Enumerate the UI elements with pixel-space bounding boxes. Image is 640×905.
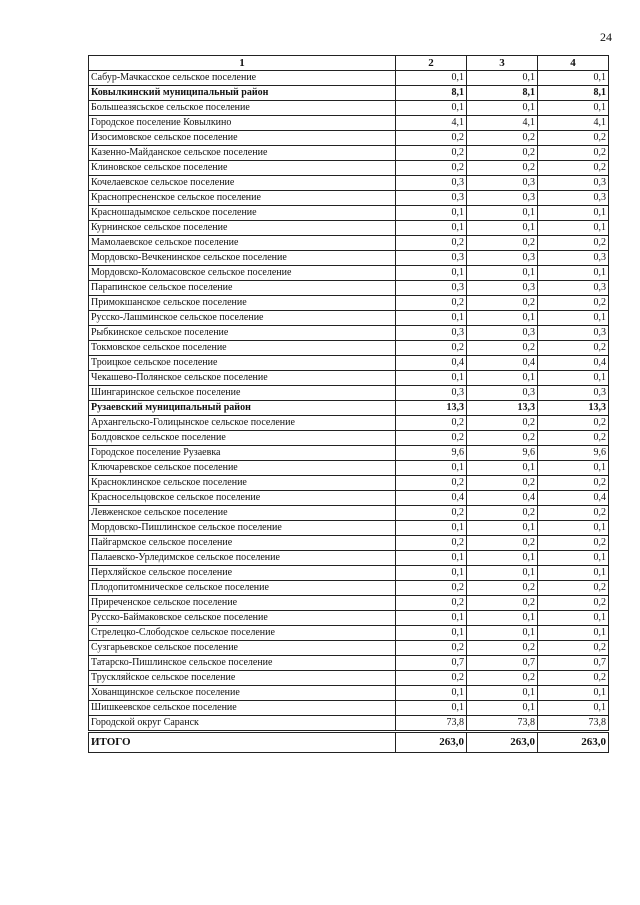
- table-row: [89, 596, 609, 611]
- settlement-name-cell: Рузаевский муниципальный район: [89, 401, 396, 416]
- table-row: [89, 521, 609, 536]
- table-row: [89, 131, 609, 146]
- value-cell: 0,1: [467, 461, 538, 476]
- table-row: [89, 296, 609, 311]
- value-cell: 0,2: [467, 416, 538, 431]
- total-value-cell: 263,0: [538, 732, 609, 753]
- table-row: [89, 476, 609, 491]
- value-cell: 0,2: [396, 476, 467, 491]
- value-cell: 0,1: [538, 221, 609, 236]
- value-cell: 0,4: [538, 356, 609, 371]
- value-cell: 0,2: [396, 581, 467, 596]
- value-cell: 0,1: [538, 521, 609, 536]
- value-cell: 0,3: [467, 176, 538, 191]
- table-row: [89, 146, 609, 161]
- settlement-name-cell: Изосимовское сельское поселение: [89, 131, 396, 146]
- value-cell: 0,3: [538, 386, 609, 401]
- value-cell: 0,2: [538, 581, 609, 596]
- total-label-cell: ИТОГО: [89, 732, 396, 753]
- table-row: [89, 431, 609, 446]
- value-cell: 0,2: [467, 296, 538, 311]
- value-cell: 0,2: [467, 476, 538, 491]
- value-cell: 0,1: [396, 551, 467, 566]
- value-cell: 0,2: [467, 641, 538, 656]
- table-row: [89, 311, 609, 326]
- column-header: 4: [538, 56, 609, 71]
- value-cell: 0,1: [396, 206, 467, 221]
- value-cell: 0,2: [396, 296, 467, 311]
- value-cell: 0,2: [467, 596, 538, 611]
- settlement-name-cell: Архангельско-Голицынское сельское поселение: [89, 416, 396, 431]
- value-cell: 73,8: [467, 716, 538, 732]
- table-row: [89, 611, 609, 626]
- settlement-name-cell: Городское поселение Рузаевка: [89, 446, 396, 461]
- value-cell: 0,2: [538, 596, 609, 611]
- value-cell: 0,4: [396, 491, 467, 506]
- table-row: [89, 641, 609, 656]
- value-cell: 0,1: [396, 311, 467, 326]
- column-header: 3: [467, 56, 538, 71]
- value-cell: 0,4: [467, 356, 538, 371]
- table-row: [89, 191, 609, 206]
- table-row: [89, 101, 609, 116]
- table-row: [89, 656, 609, 671]
- value-cell: 0,1: [538, 206, 609, 221]
- settlement-name-cell: Городское поселение Ковылкино: [89, 116, 396, 131]
- table-row: [89, 461, 609, 476]
- table-row: [89, 416, 609, 431]
- table-row: [89, 371, 609, 386]
- value-cell: 0,1: [396, 566, 467, 581]
- settlement-name-cell: Татарско-Пишлинское сельское поселение: [89, 656, 396, 671]
- column-header: 1: [89, 56, 396, 71]
- value-cell: 0,1: [467, 686, 538, 701]
- value-cell: 0,2: [396, 431, 467, 446]
- settlement-name-cell: Городской округ Саранск: [89, 716, 396, 732]
- total-value-cell: 263,0: [396, 732, 467, 753]
- value-cell: 0,1: [396, 71, 467, 86]
- value-cell: 73,8: [396, 716, 467, 732]
- table-row: [89, 671, 609, 686]
- allocation-table: [88, 55, 609, 753]
- settlement-name-cell: Русско-Баймаковское сельское поселение: [89, 611, 396, 626]
- table-row: [89, 356, 609, 371]
- settlement-name-cell: Троицкое сельское поселение: [89, 356, 396, 371]
- settlement-name-cell: Парапинское сельское поселение: [89, 281, 396, 296]
- settlement-name-cell: Палаевско-Урледимское сельское поселение: [89, 551, 396, 566]
- table-row: [89, 221, 609, 236]
- value-cell: 0,2: [396, 146, 467, 161]
- value-cell: 0,2: [538, 476, 609, 491]
- table-row: [89, 386, 609, 401]
- value-cell: 0,7: [538, 656, 609, 671]
- column-header: 2: [396, 56, 467, 71]
- settlement-name-cell: Мордовско-Пишлинское сельское поселение: [89, 521, 396, 536]
- table-row: [89, 86, 609, 101]
- value-cell: 0,2: [467, 581, 538, 596]
- value-cell: 73,8: [538, 716, 609, 732]
- settlement-name-cell: Красносельцовское сельское поселение: [89, 491, 396, 506]
- value-cell: 0,1: [467, 371, 538, 386]
- value-cell: 0,1: [396, 521, 467, 536]
- value-cell: 8,1: [396, 86, 467, 101]
- value-cell: 0,2: [396, 596, 467, 611]
- value-cell: 4,1: [396, 116, 467, 131]
- value-cell: 0,2: [467, 536, 538, 551]
- settlement-name-cell: Шингаринское сельское поселение: [89, 386, 396, 401]
- settlement-name-cell: Чекашево-Полянское сельское поселение: [89, 371, 396, 386]
- value-cell: 0,1: [538, 371, 609, 386]
- value-cell: 0,1: [467, 101, 538, 116]
- settlement-name-cell: Большеазясьское сельское поселение: [89, 101, 396, 116]
- table-row: [89, 341, 609, 356]
- value-cell: 0,1: [467, 551, 538, 566]
- value-cell: 0,1: [467, 266, 538, 281]
- value-cell: 0,3: [467, 191, 538, 206]
- value-cell: 0,2: [538, 341, 609, 356]
- value-cell: 0,4: [396, 356, 467, 371]
- value-cell: 13,3: [396, 401, 467, 416]
- settlement-name-cell: Трускляйское сельское поселение: [89, 671, 396, 686]
- value-cell: 0,2: [467, 161, 538, 176]
- value-cell: 0,1: [396, 611, 467, 626]
- value-cell: 0,1: [538, 461, 609, 476]
- value-cell: 0,2: [538, 296, 609, 311]
- value-cell: 0,2: [396, 131, 467, 146]
- value-cell: 0,1: [467, 611, 538, 626]
- value-cell: 9,6: [538, 446, 609, 461]
- table-row: [89, 536, 609, 551]
- table-row: [89, 551, 609, 566]
- settlement-name-cell: Левженское сельское поселение: [89, 506, 396, 521]
- value-cell: 0,3: [396, 386, 467, 401]
- table-row: [89, 626, 609, 641]
- value-cell: 0,7: [396, 656, 467, 671]
- table-row: [89, 326, 609, 341]
- value-cell: 0,2: [538, 161, 609, 176]
- page-number: 24: [600, 30, 612, 44]
- value-cell: 0,2: [538, 671, 609, 686]
- value-cell: 0,4: [538, 491, 609, 506]
- settlement-name-cell: Шишкеевское сельское поселение: [89, 701, 396, 716]
- value-cell: 0,2: [467, 671, 538, 686]
- settlement-name-cell: Казенно-Майданское сельское поселение: [89, 146, 396, 161]
- value-cell: 0,1: [467, 221, 538, 236]
- settlement-name-cell: Мордовско-Вечкенинское сельское поселение: [89, 251, 396, 266]
- value-cell: 0,1: [538, 101, 609, 116]
- value-cell: 0,2: [467, 131, 538, 146]
- value-cell: 0,1: [396, 221, 467, 236]
- table-body: [89, 71, 609, 753]
- settlement-name-cell: Хованщинское сельское поселение: [89, 686, 396, 701]
- value-cell: 0,7: [467, 656, 538, 671]
- value-cell: 4,1: [538, 116, 609, 131]
- value-cell: 0,1: [467, 626, 538, 641]
- table-row: [89, 401, 609, 416]
- settlement-name-cell: Примокшанское сельское поселение: [89, 296, 396, 311]
- value-cell: 8,1: [538, 86, 609, 101]
- table-row: [89, 701, 609, 716]
- value-cell: 0,2: [396, 416, 467, 431]
- table-row: [89, 161, 609, 176]
- table-row: [89, 71, 609, 86]
- table-row: [89, 581, 609, 596]
- settlement-name-cell: Пайгармское сельское поселение: [89, 536, 396, 551]
- value-cell: 0,3: [396, 251, 467, 266]
- value-cell: 0,2: [396, 641, 467, 656]
- value-cell: 0,1: [396, 101, 467, 116]
- settlement-name-cell: Токмовское сельское поселение: [89, 341, 396, 356]
- value-cell: 0,2: [467, 506, 538, 521]
- value-cell: 0,2: [396, 506, 467, 521]
- settlement-name-cell: Плодопитомническое сельское поселение: [89, 581, 396, 596]
- table-row: [89, 251, 609, 266]
- value-cell: 0,3: [538, 281, 609, 296]
- settlement-name-cell: Перхляйское сельское поселение: [89, 566, 396, 581]
- value-cell: 0,3: [467, 281, 538, 296]
- value-cell: 0,2: [538, 131, 609, 146]
- value-cell: 0,1: [538, 566, 609, 581]
- value-cell: 9,6: [467, 446, 538, 461]
- value-cell: 0,1: [538, 551, 609, 566]
- value-cell: 0,2: [467, 431, 538, 446]
- value-cell: 0,2: [396, 671, 467, 686]
- value-cell: 0,1: [538, 71, 609, 86]
- value-cell: 0,3: [467, 251, 538, 266]
- table-row: [89, 491, 609, 506]
- value-cell: 0,1: [396, 266, 467, 281]
- value-cell: 0,1: [467, 311, 538, 326]
- value-cell: 0,2: [538, 506, 609, 521]
- settlement-name-cell: Ключаревское сельское поселение: [89, 461, 396, 476]
- table-row: [89, 116, 609, 131]
- value-cell: 0,2: [396, 536, 467, 551]
- value-cell: 0,2: [538, 641, 609, 656]
- value-cell: 0,3: [467, 386, 538, 401]
- settlement-name-cell: Болдовское сельское поселение: [89, 431, 396, 446]
- value-cell: 0,1: [467, 206, 538, 221]
- settlement-name-cell: Кочелаевское сельское поселение: [89, 176, 396, 191]
- value-cell: 0,1: [467, 566, 538, 581]
- table-row: [89, 716, 609, 732]
- value-cell: 0,1: [538, 701, 609, 716]
- value-cell: 0,1: [467, 71, 538, 86]
- value-cell: 0,2: [538, 146, 609, 161]
- value-cell: 0,3: [538, 251, 609, 266]
- value-cell: 0,2: [538, 416, 609, 431]
- value-cell: 0,2: [538, 536, 609, 551]
- settlement-name-cell: Мордовско-Коломасовское сельское поселение: [89, 266, 396, 281]
- settlement-name-cell: Русско-Лашминское сельское поселение: [89, 311, 396, 326]
- value-cell: 0,3: [396, 176, 467, 191]
- table-row: [89, 566, 609, 581]
- value-cell: 0,1: [538, 611, 609, 626]
- settlement-name-cell: Курнинское сельское поселение: [89, 221, 396, 236]
- value-cell: 0,3: [538, 176, 609, 191]
- value-cell: 0,2: [467, 146, 538, 161]
- value-cell: 0,3: [396, 191, 467, 206]
- table-row: [89, 236, 609, 251]
- settlement-name-cell: Рыбкинское сельское поселение: [89, 326, 396, 341]
- value-cell: 0,1: [467, 701, 538, 716]
- settlement-name-cell: Мамолаевское сельское поселение: [89, 236, 396, 251]
- settlement-name-cell: Клиновское сельское поселение: [89, 161, 396, 176]
- settlement-name-cell: Ковылкинский муниципальный район: [89, 86, 396, 101]
- value-cell: 0,3: [538, 191, 609, 206]
- value-cell: 9,6: [396, 446, 467, 461]
- settlement-name-cell: Сабур-Мачкасское сельское поселение: [89, 71, 396, 86]
- settlement-name-cell: Приреченское сельское поселение: [89, 596, 396, 611]
- value-cell: 0,1: [538, 626, 609, 641]
- value-cell: 0,4: [467, 491, 538, 506]
- value-cell: 13,3: [538, 401, 609, 416]
- value-cell: 0,2: [467, 341, 538, 356]
- value-cell: 0,1: [396, 461, 467, 476]
- value-cell: 0,1: [538, 311, 609, 326]
- settlement-name-cell: Красноклинское сельское поселение: [89, 476, 396, 491]
- value-cell: 0,1: [538, 266, 609, 281]
- value-cell: 4,1: [467, 116, 538, 131]
- value-cell: 0,1: [396, 686, 467, 701]
- table-row: [89, 176, 609, 191]
- table-row: [89, 446, 609, 461]
- value-cell: 0,2: [538, 236, 609, 251]
- value-cell: 0,3: [467, 326, 538, 341]
- value-cell: 0,1: [396, 371, 467, 386]
- table-row: [89, 206, 609, 221]
- value-cell: 0,2: [467, 236, 538, 251]
- total-row: [89, 732, 609, 753]
- value-cell: 0,3: [538, 326, 609, 341]
- settlement-name-cell: Стрелецко-Слободское сельское поселение: [89, 626, 396, 641]
- value-cell: 0,1: [467, 521, 538, 536]
- table-row: [89, 266, 609, 281]
- value-cell: 0,2: [538, 431, 609, 446]
- value-cell: 0,2: [396, 236, 467, 251]
- table-row: [89, 686, 609, 701]
- settlement-name-cell: Краснопресненское сельское поселение: [89, 191, 396, 206]
- table-row: [89, 281, 609, 296]
- table-header-row: [89, 56, 609, 71]
- settlement-name-cell: Красношадымское сельское поселение: [89, 206, 396, 221]
- value-cell: 0,1: [538, 686, 609, 701]
- value-cell: 13,3: [467, 401, 538, 416]
- settlement-name-cell: Сузгарьевское сельское поселение: [89, 641, 396, 656]
- value-cell: 0,1: [396, 701, 467, 716]
- value-cell: 0,3: [396, 326, 467, 341]
- value-cell: 8,1: [467, 86, 538, 101]
- value-cell: 0,2: [396, 161, 467, 176]
- value-cell: 0,2: [396, 341, 467, 356]
- table-row: [89, 506, 609, 521]
- value-cell: 0,3: [396, 281, 467, 296]
- total-value-cell: 263,0: [467, 732, 538, 753]
- value-cell: 0,1: [396, 626, 467, 641]
